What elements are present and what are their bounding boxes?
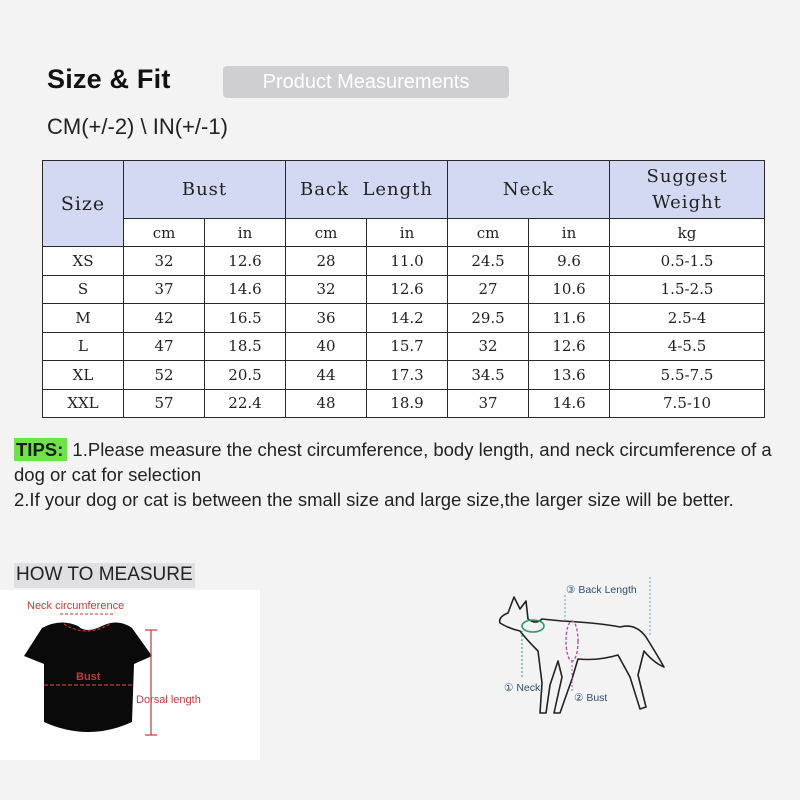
table-cell: 20.5 <box>205 361 286 390</box>
bust-marker <box>566 621 578 661</box>
tips-section <box>14 437 786 512</box>
table-cell: 18.5 <box>205 332 286 361</box>
table-cell: 9.6 <box>529 247 610 276</box>
neck-dog-label: ① Neck <box>504 682 541 694</box>
table-cell: 52 <box>124 361 205 390</box>
product-measurements-badge: Product Measurements <box>223 66 509 98</box>
table-row <box>43 389 765 418</box>
table-cell: 24.5 <box>448 247 529 276</box>
back-length-label: ③ Back Length <box>566 584 637 596</box>
table-cell: 12.6 <box>529 332 610 361</box>
table-cell: 18.9 <box>367 389 448 418</box>
table-cell: 48 <box>286 389 367 418</box>
size-column-header: Size <box>43 161 124 247</box>
dog-measure-diagram <box>470 565 680 725</box>
table-cell: 2.5-4 <box>610 304 765 333</box>
table-cell: S <box>43 275 124 304</box>
table-row <box>43 275 765 304</box>
table-cell: 14.6 <box>205 275 286 304</box>
suggest-weight-line2: Weight <box>652 191 722 213</box>
size-chart-table <box>42 160 765 418</box>
neck-column-header: Neck <box>448 161 610 219</box>
table-cell: 44 <box>286 361 367 390</box>
table-cell: XS <box>43 247 124 276</box>
tip-1-text: 1.Please measure the chest circumference, body length, and neck circumference of a dog or cat for selection <box>14 439 772 485</box>
unit-header-back-in: in <box>367 219 448 247</box>
bust-column-header: Bust <box>124 161 286 219</box>
tips-label: TIPS: <box>14 438 67 461</box>
tip-2-text: 2.If your dog or cat is between the small size and large size,the larger size will be better. <box>14 489 734 510</box>
units-tolerance-note: CM(+/-2) \ IN(+/-1) <box>47 114 228 139</box>
table-row <box>43 361 765 390</box>
suggest-weight-column-header <box>610 161 765 219</box>
table-row <box>43 304 765 333</box>
table-cell: 36 <box>286 304 367 333</box>
unit-header-bust-cm: cm <box>124 219 205 247</box>
table-cell: 37 <box>124 275 205 304</box>
table-row <box>43 332 765 361</box>
table-cell: 28 <box>286 247 367 276</box>
table-row <box>43 247 765 276</box>
table-cell: 57 <box>124 389 205 418</box>
table-cell: XXL <box>43 389 124 418</box>
table-cell: 1.5-2.5 <box>610 275 765 304</box>
back-length-column-header: Back Length <box>286 161 448 219</box>
table-cell: 22.4 <box>205 389 286 418</box>
table-cell: 27 <box>448 275 529 304</box>
unit-header-neck-cm: cm <box>448 219 529 247</box>
table-cell: 40 <box>286 332 367 361</box>
table-cell: 5.5-7.5 <box>610 361 765 390</box>
table-cell: 11.0 <box>367 247 448 276</box>
table-cell: 29.5 <box>448 304 529 333</box>
table-cell: M <box>43 304 124 333</box>
table-cell: 14.2 <box>367 304 448 333</box>
bust-dog-label: ② Bust <box>574 692 608 704</box>
table-cell: 11.6 <box>529 304 610 333</box>
suggest-weight-line1: Suggest <box>646 165 728 187</box>
table-cell: 12.6 <box>205 247 286 276</box>
unit-header-back-cm: cm <box>286 219 367 247</box>
table-cell: 34.5 <box>448 361 529 390</box>
table-cell: XL <box>43 361 124 390</box>
unit-header-weight-kg: kg <box>610 219 765 247</box>
table-cell: 14.6 <box>529 389 610 418</box>
shirt-measure-diagram <box>0 590 260 760</box>
table-cell: 10.6 <box>529 275 610 304</box>
page-title: Size & Fit <box>47 64 171 94</box>
table-cell: L <box>43 332 124 361</box>
neck-circumference-label: Neck circumference <box>27 600 125 612</box>
table-cell: 16.5 <box>205 304 286 333</box>
how-to-measure-heading: HOW TO MEASURE <box>14 563 195 588</box>
table-cell: 32 <box>286 275 367 304</box>
table-cell: 32 <box>124 247 205 276</box>
table-cell: 47 <box>124 332 205 361</box>
unit-header-neck-in: in <box>529 219 610 247</box>
table-cell: 4-5.5 <box>610 332 765 361</box>
table-cell: 17.3 <box>367 361 448 390</box>
unit-header-bust-in: in <box>205 219 286 247</box>
table-cell: 7.5-10 <box>610 389 765 418</box>
bust-label: Bust <box>76 671 101 683</box>
table-cell: 13.6 <box>529 361 610 390</box>
table-cell: 0.5-1.5 <box>610 247 765 276</box>
table-cell: 42 <box>124 304 205 333</box>
table-cell: 15.7 <box>367 332 448 361</box>
table-cell: 32 <box>448 332 529 361</box>
table-cell: 12.6 <box>367 275 448 304</box>
table-cell: 37 <box>448 389 529 418</box>
dorsal-length-label: Dorsal length <box>136 694 201 706</box>
